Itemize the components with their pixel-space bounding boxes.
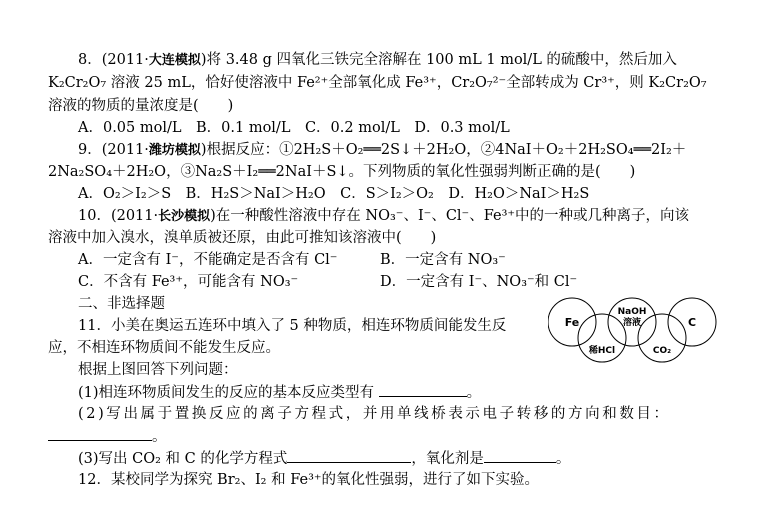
- label-fe: Fe: [564, 316, 580, 329]
- q10-option-a: A．一定含有 I⁻，不能确定是否含有 Cl⁻: [78, 252, 338, 268]
- q11-part1-text: (1)相连环物质间发生的反应的基本反应类型有: [78, 385, 375, 401]
- olympic-rings-diagram: [548, 292, 724, 364]
- q8-source: 大连模拟: [148, 53, 201, 68]
- q11-part3-blank1: [287, 448, 411, 463]
- label-naoh: NaOH: [617, 307, 647, 317]
- q11-part2-end: 。: [152, 429, 167, 445]
- q9-line2: 2Na₂SO₄＋2H₂O，③Na₂S＋I₂══2NaI＋S↓。下列物质的氧化性强弱判断正确的是( ): [48, 164, 636, 180]
- q9-options: A．O₂＞I₂＞S B．H₂S＞NaI＞H₂O C．S＞I₂＞O₂ D．H₂O＞NaI＞H₂S: [78, 186, 590, 202]
- section-heading: 二、非选择题: [78, 296, 165, 312]
- label-c: C: [687, 316, 697, 329]
- q10-option-d: D．一定含有 I⁻、NO₃⁻和 Cl⁻: [380, 274, 578, 290]
- q11-part3-text: (3)写出 CO₂ 和 C 的化学方程式: [78, 451, 288, 467]
- q8-prefix: 8．(2011·: [78, 52, 149, 68]
- q10-text: )在一种酸性溶液中存在 NO₃⁻、I⁻、Cl⁻、Fe³⁺中的一种或几种离子，向该: [210, 208, 690, 224]
- q10-prefix: 10．(2011·: [78, 208, 159, 224]
- q11-line1: 11．小美在奥运五连环中填入了 5 种物质，相连环物质间能发生反: [78, 318, 507, 334]
- q8-options: A．0.05 mol/L B．0.1 mol/L C．0.2 mol/L D．0.3 mol/L: [78, 120, 510, 136]
- q10-source: 长沙模拟: [158, 209, 211, 224]
- q10-option-c: C．不含有 Fe³⁺，可能含有 NO₃⁻: [78, 274, 299, 290]
- q11-part3-mid: ，氧化剂是: [411, 451, 484, 467]
- q11-part3-blank2: [484, 448, 556, 463]
- q8-line1: [78, 50, 677, 71]
- label-solution: 溶液: [622, 318, 642, 328]
- q11-part1: [78, 382, 481, 403]
- label-co2: CO₂: [652, 346, 672, 356]
- q9-source: 潍坊模拟: [148, 143, 201, 158]
- q11-line3: 根据上图回答下列问题：: [78, 362, 238, 378]
- q9-text: )根据反应：①2H₂S＋O₂══2S↓＋2H₂O，②4NaI＋O₂＋2H₂SO₄══2I₂＋: [200, 142, 687, 158]
- q8-line3: 溶液的物质的量浓度是( ): [48, 98, 234, 114]
- q12-line1: 12．某校同学为探究 Br₂、I₂ 和 Fe³⁺的氧化性强弱，进行了如下实验。: [78, 472, 540, 488]
- q10-line1: [78, 206, 689, 227]
- label-hcl: 稀HCl: [588, 346, 616, 356]
- q11-part2-answer: [48, 426, 167, 447]
- q10-option-b: B．一定含有 NO₃⁻: [380, 252, 506, 268]
- q11-part3-end: 。: [555, 451, 571, 467]
- q8-text: )将 3.48 g 四氧化三铁完全溶解在 100 mL 1 mol/L 的硫酸中，然后加入: [200, 52, 677, 68]
- q11-part2-blank: [48, 426, 152, 441]
- q11-part2: (2)写出属于置换反应的离子方程式，并用单线桥表示电子转移的方向和数目：: [78, 406, 671, 422]
- q11-line2: 应，不相连环物质间不能发生反应。: [48, 340, 280, 356]
- q11-part1-blank: [379, 382, 467, 397]
- q9-line1: [78, 140, 686, 161]
- q11-part3: [78, 448, 570, 469]
- q11-part1-end: 。: [466, 385, 482, 401]
- q8-line2: K₂Cr₂O₇ 溶液 25 mL，恰好使溶液中 Fe²⁺全部氧化成 Fe³⁺，Cr₂O₇²⁻全部转成为 Cr³⁺，则 K₂Cr₂O₇: [48, 75, 707, 91]
- q10-line2: 溶液中加入溴水，溴单质被还原，由此可推知该溶液中( ): [48, 230, 437, 246]
- q9-prefix: 9．(2011·: [78, 142, 149, 158]
